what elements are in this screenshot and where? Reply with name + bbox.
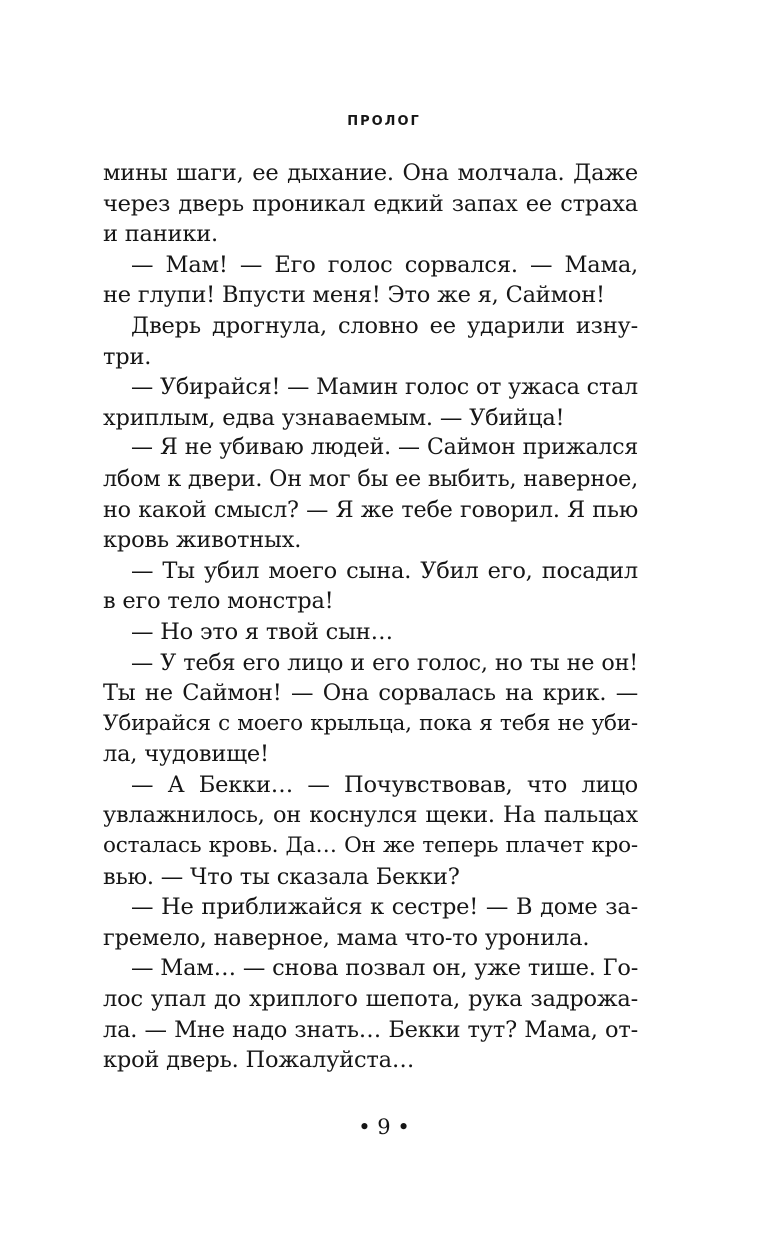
- text-line: — Но это я твой сын…: [131, 618, 393, 645]
- text-line: в его тело монстра!: [103, 588, 334, 615]
- text-line: мины шаги, ее дыхание. Она молчала. Даже: [103, 160, 638, 186]
- text-line: — Я не убиваю людей. — Саймон прижался: [131, 435, 638, 461]
- text-line: три.: [103, 343, 152, 370]
- text-line: вью. — Что ты сказала Бекки?: [103, 863, 460, 890]
- text-line: Ты не Саймон! — Она сорвалась на крик. —: [103, 680, 638, 707]
- running-head: ПРОЛОГ: [347, 114, 421, 129]
- text-line: Убирайся с моего крыльца, пока я тебя не уби-: [103, 710, 638, 736]
- text-line: — У тебя его лицо и его голос, но ты не он!: [131, 649, 638, 676]
- text-line: ла, чудовище!: [103, 741, 269, 768]
- text-line: и паники.: [103, 221, 218, 248]
- text-line: — А Бекки… — Почувствовав, что лицо: [131, 771, 638, 798]
- text-line: хриплым, едва узнаваемым. — Убийца!: [103, 404, 565, 431]
- text-line: гремело, наверное, мама что-то уронила.: [103, 924, 590, 951]
- text-line: ла. — Мне надо знать… Бекки тут? Мама, от-: [103, 1016, 638, 1043]
- text-line: кровь животных.: [103, 527, 302, 554]
- text-line: осталась кровь. Да… Он же теперь плачет кро-: [103, 833, 638, 859]
- text-line: но какой смысл? — Я же тебе говорил. Я пью: [103, 496, 638, 523]
- text-line: крой дверь. Пожалуйста…: [103, 1047, 415, 1074]
- text-line: лос упал до хриплого шепота, рука задрожа-: [103, 986, 638, 1013]
- text-line: — Ты убил моего сына. Убил его, посадил: [131, 557, 638, 584]
- page-number: • 9 •: [358, 1115, 410, 1139]
- text-line: — Мам! — Его голос сорвался. — Мама,: [131, 251, 638, 278]
- text-line: не глупи! Впусти меня! Это же я, Саймон!: [103, 282, 605, 309]
- text-line: Дверь дрогнула, словно ее ударили изну-: [131, 312, 638, 339]
- text-line: через дверь проникал едкий запах ее страха: [103, 190, 638, 217]
- body-text: [103, 158, 638, 1076]
- text-line: — Мам… — снова позвал он, уже тише. Го-: [131, 955, 639, 982]
- text-line: — Убирайся! — Мамин голос от ужаса стал: [131, 374, 638, 401]
- text-line: лбом к двери. Он мог бы ее выбить, наверное,: [103, 465, 638, 492]
- text-line: увлажнилось, он коснулся щеки. На пальцах: [103, 802, 638, 829]
- text-line: — Не приближайся к сестре! — В доме за-: [131, 894, 638, 921]
